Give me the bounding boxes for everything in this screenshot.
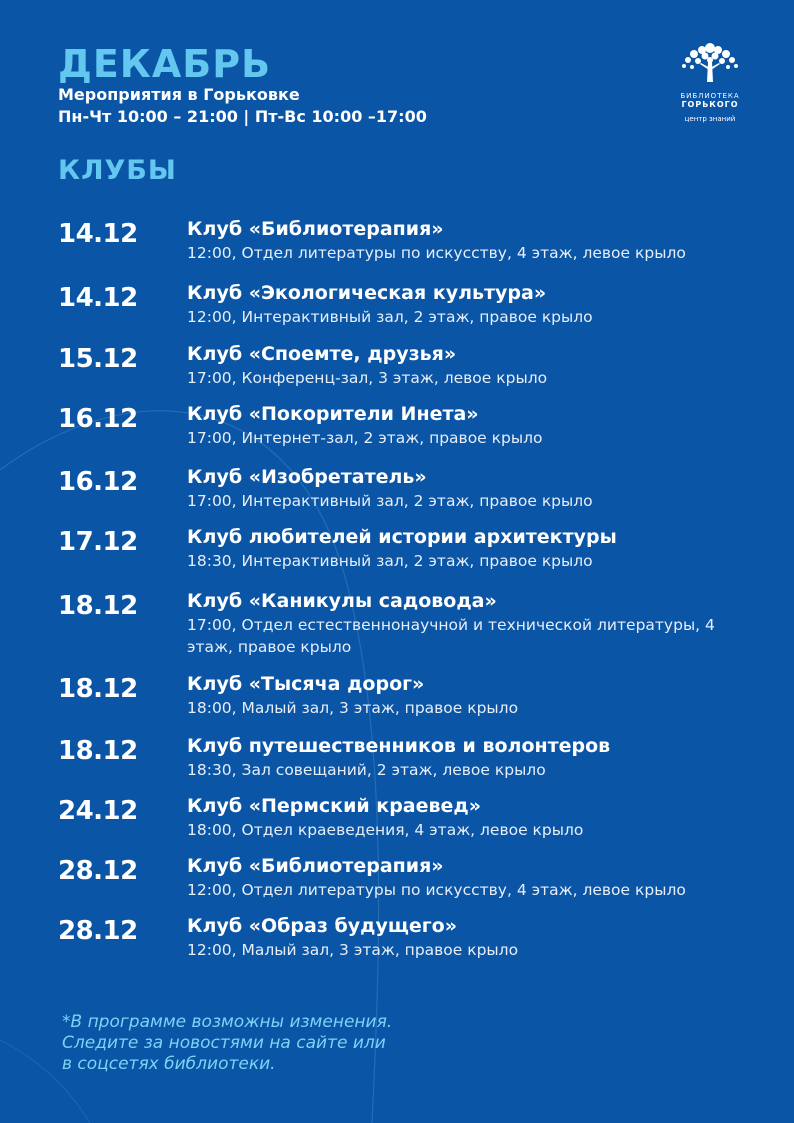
event-title: Клуб «Экологическая культура»	[187, 282, 547, 304]
library-logo	[672, 40, 748, 125]
note-line: Следите за новостями на сайте или	[62, 1033, 386, 1053]
event-title: Клуб «Тысяча дорог»	[187, 673, 425, 695]
changes-disclaimer	[62, 1012, 392, 1075]
opening-hours: Пн-Чт 10:00 – 21:00 | Пт-Вс 10:00 –17:00	[58, 107, 427, 126]
event-date: 16.12	[58, 404, 138, 434]
event-date: 17.12	[58, 527, 138, 557]
event-title: Клуб «Библиотерапия»	[187, 218, 444, 240]
event-details: 12:00, Отдел литературы по искусству, 4 этаж, левое крыло	[187, 881, 686, 899]
note-line: в соцсетях библиотеки.	[62, 1054, 276, 1074]
event-date: 18.12	[58, 591, 138, 621]
event-details: 17:00, Интерактивный зал, 2 этаж, правое крыло	[187, 492, 593, 510]
event-date: 18.12	[58, 736, 138, 766]
event-details: 12:00, Отдел литературы по искусству, 4 этаж, левое крыло	[187, 244, 686, 262]
note-line: *В программе возможны изменения.	[62, 1012, 393, 1032]
event-details: 17:00, Конференц-зал, 3 этаж, левое крыло	[187, 369, 548, 387]
logo-tagline: центр знаний	[684, 115, 736, 123]
event-details: 12:00, Интерактивный зал, 2 этаж, правое крыло	[187, 308, 593, 326]
event-date: 16.12	[58, 467, 138, 497]
event-date: 28.12	[58, 916, 138, 946]
event-date: 15.12	[58, 344, 138, 374]
page-subtitle: Мероприятия в Горьковке	[58, 85, 300, 104]
event-title: Клуб «Покорители Инета»	[187, 403, 479, 425]
event-details: 18:30, Интерактивный зал, 2 этаж, правое крыло	[187, 552, 593, 570]
event-details: 18:00, Малый зал, 3 этаж, правое крыло	[187, 699, 519, 717]
event-title: Клуб «Библиотерапия»	[187, 855, 444, 877]
event-date: 18.12	[58, 674, 138, 704]
event-details: 17:00, Отдел естественнонаучной и технической литературы, 4 этаж, правое крыло	[187, 616, 715, 656]
event-title: Клуб «Пермский краевед»	[187, 795, 482, 817]
event-title: Клуб путешественников и волонтеров	[187, 735, 611, 757]
page-header	[58, 44, 427, 128]
event-details: 17:00, Интернет-зал, 2 этаж, правое крыло	[187, 429, 543, 447]
logo-text-library: БИБЛИОТЕКА	[680, 92, 740, 100]
page-title: ДЕКАБРЬ	[58, 42, 272, 86]
event-title: Клуб «Каникулы садовода»	[187, 590, 497, 612]
event-details: 12:00, Малый зал, 3 этаж, правое крыло	[187, 941, 519, 959]
event-details: 18:00, Отдел краеведения, 4 этаж, левое крыло	[187, 821, 584, 839]
event-date: 24.12	[58, 796, 138, 826]
event-title: Клуб «Споемте, друзья»	[187, 343, 457, 365]
section-title-clubs: КЛУБЫ	[58, 155, 177, 186]
event-title: Клуб любителей истории архитектуры	[187, 526, 617, 548]
event-title: Клуб «Образ будущего»	[187, 915, 458, 937]
event-details: 18:30, Зал совещаний, 2 этаж, левое крыло	[187, 761, 546, 779]
event-date: 14.12	[58, 219, 138, 249]
tree-icon	[678, 40, 742, 84]
event-date: 28.12	[58, 856, 138, 886]
event-date: 14.12	[58, 283, 138, 313]
event-title: Клуб «Изобретатель»	[187, 466, 427, 488]
logo-text-gorky: ГОРЬКОГО	[681, 100, 739, 109]
